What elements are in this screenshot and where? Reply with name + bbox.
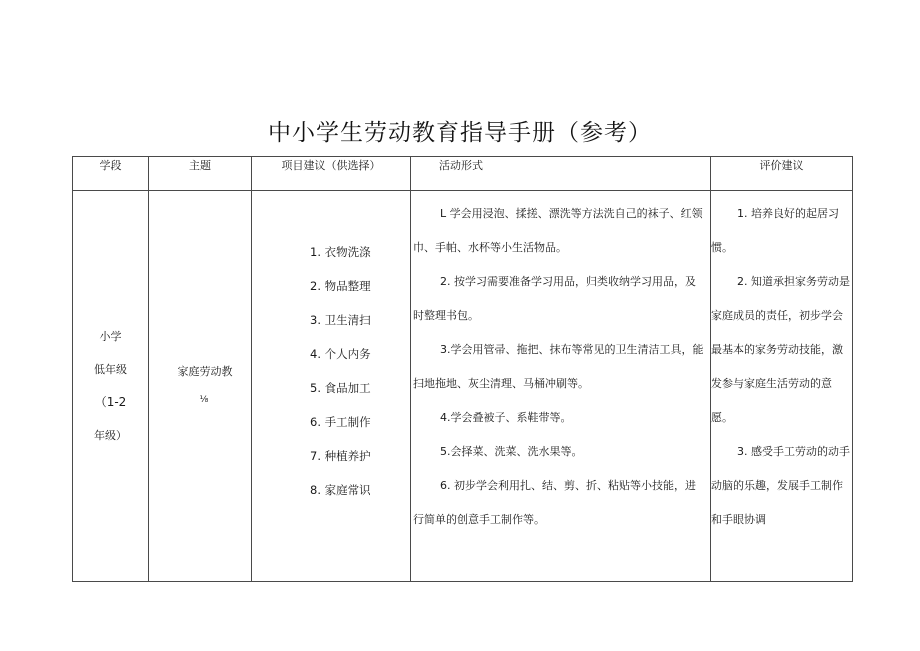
stage-cell (73, 191, 149, 582)
evaluation-item: 1. 培养良好的起居习惯。 (711, 207, 839, 254)
stage-line: 小学 (99, 330, 122, 343)
theme-text: 家庭劳动教 (177, 365, 233, 378)
page-title: 中小学生劳动教育指导手册（参考） (268, 120, 652, 146)
stage-line: （1-2 (94, 395, 127, 409)
project-cell (252, 191, 411, 582)
theme-cell (149, 191, 252, 582)
list-item: 8. 家庭常识 (310, 483, 371, 497)
stage-line: 年级） (94, 429, 127, 442)
list-item: 5. 食品加工 (310, 381, 371, 395)
activity-cell (411, 191, 711, 582)
list-item: 7. 种植养护 (310, 449, 371, 463)
header-theme: 主题 (149, 157, 252, 191)
activity-item: 3.学会用管帚、拖把、抹布等常见的卫生清洁工具，能扫地拖地、灰尘清理、马桶冲刷等。 (413, 343, 704, 390)
activity-item: 5.会择菜、洗菜、洗水果等。 (440, 445, 583, 458)
activity-item: L 学会用浸泡、揉搓、漂洗等方法洗自己的袜子、红领巾、手帕、水杯等小生活物品。 (413, 207, 703, 254)
list-item: 2. 物品整理 (310, 279, 371, 293)
table-header-row (73, 157, 853, 191)
header-activity: 活动形式 (411, 157, 711, 191)
guidance-table (72, 156, 853, 582)
evaluation-item: 3. 感受手工劳动的动手动脑的乐趣，发展手工制作和手眼协调 (711, 445, 850, 526)
stage-line: 低年级 (94, 363, 127, 376)
evaluation-item: 2. 知道承担家务劳动是家庭成员的责任，初步学会最基本的家务劳动技能，激发参与家庭生活劳动的意愿。 (711, 275, 850, 424)
activity-item: 4.学会叠被子、系鞋带等。 (440, 411, 572, 424)
theme-text-continued: ⅛ (199, 395, 209, 405)
header-stage: 学段 (73, 157, 149, 191)
evaluation-cell (711, 191, 853, 582)
list-item: 1. 衣物洗涤 (310, 245, 371, 259)
table-row (73, 191, 853, 582)
header-project: 项目建议（供选择） (252, 157, 411, 191)
activity-item: 2. 按学习需要准备学习用品，归类收纳学习用品，及时整理书包。 (413, 275, 696, 322)
header-evaluation: 评价建议 (711, 157, 853, 191)
list-item: 4. 个人内务 (310, 347, 371, 361)
list-item: 6. 手工制作 (310, 415, 371, 429)
activity-item: 6. 初步学会利用扎、结、剪、折、粘贴等小技能，进行简单的创意手工制作等。 (413, 479, 696, 526)
list-item: 3. 卫生清扫 (310, 313, 371, 327)
project-list (252, 235, 410, 507)
